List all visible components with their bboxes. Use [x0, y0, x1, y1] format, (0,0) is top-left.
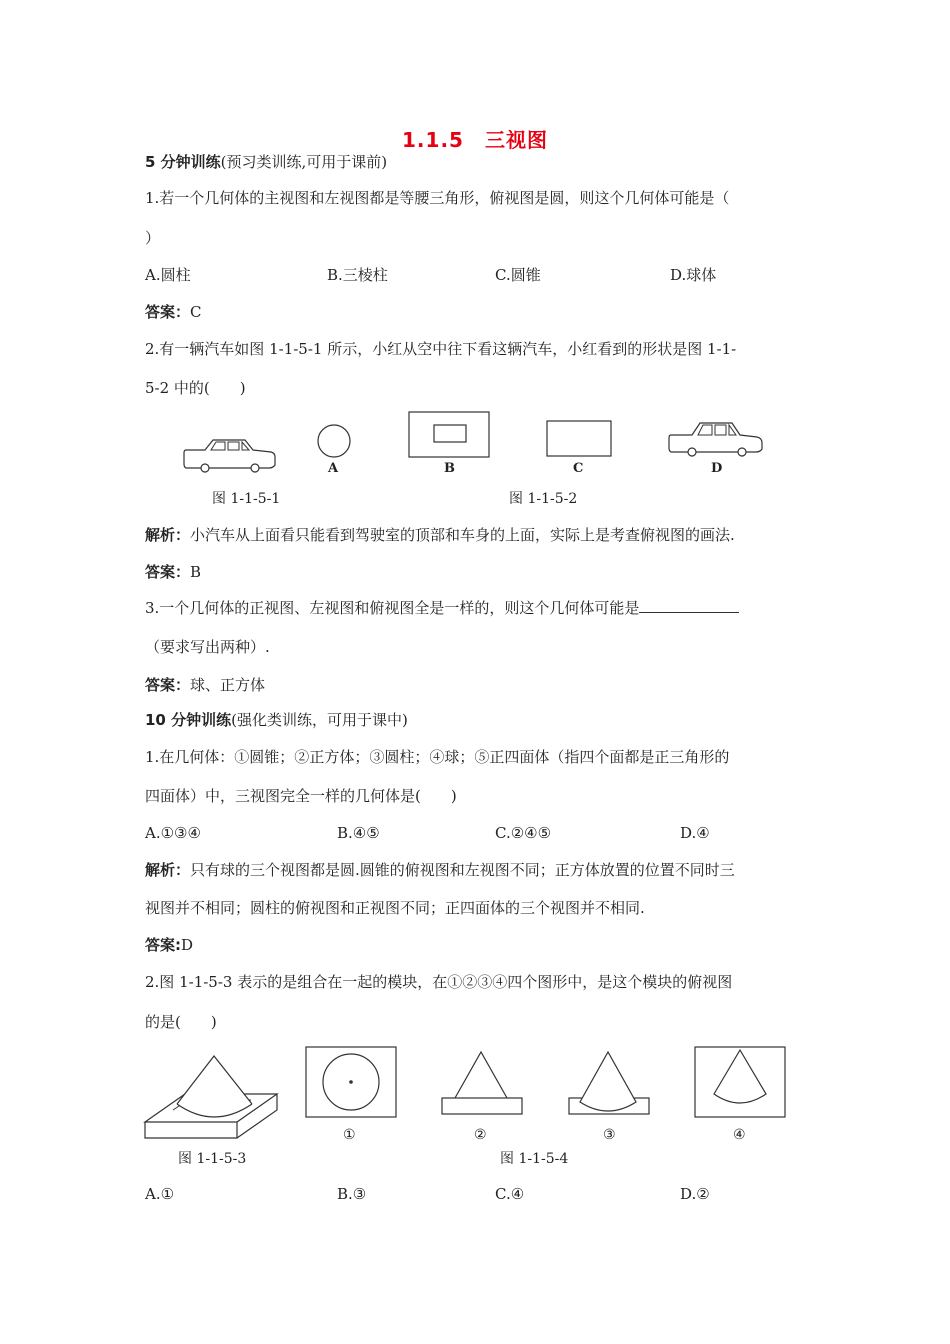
fig-label-d: D — [711, 461, 723, 476]
answer-value: 球、正方体 — [190, 676, 266, 694]
q2-answer — [145, 562, 201, 582]
option-a-circle-figure — [316, 423, 352, 459]
answer-value: C — [190, 303, 202, 321]
q5-stem-line1: 2.图 1-1-5-3 表示的是组合在一起的模块，在①②③④四个图形中，是这个模块的俯视图 — [145, 973, 733, 991]
option-4-figure — [694, 1046, 786, 1118]
q4-stem-line2: 四面体）中，三视图完全一样的几何体是( ) — [145, 787, 457, 805]
caption-fig-1-1-5-3: 图 1-1-5-3 — [178, 1151, 247, 1167]
analysis-label: 解析： — [145, 861, 191, 879]
section-note: (预习类训练,可用于课前) — [220, 153, 388, 171]
q5-option-c: C.④ — [495, 1185, 525, 1203]
q4-option-a: A.①③④ — [145, 824, 201, 842]
q1-answer — [145, 302, 202, 322]
section-heading-2 — [145, 710, 408, 730]
q2-analysis — [145, 525, 735, 545]
section-label: 10 分钟训练 — [145, 711, 232, 729]
answer-label: 答案： — [145, 563, 191, 581]
q5-option-a: A.① — [145, 1185, 175, 1203]
q4-option-b: B.④⑤ — [337, 824, 380, 842]
fig-label-b: B — [444, 461, 455, 476]
option-2-figure — [441, 1050, 523, 1116]
option-d-car-figure — [668, 417, 764, 462]
car-side-figure — [183, 430, 278, 475]
q4-answer — [145, 935, 193, 955]
q4-option-c: C.②④⑤ — [495, 824, 552, 842]
answer-value: D — [181, 936, 194, 954]
fig-label-a: A — [328, 461, 339, 476]
cone-on-slab-figure — [143, 1052, 279, 1142]
q4-option-d: D.④ — [680, 824, 710, 842]
option-b-rect-figure — [408, 411, 490, 458]
q1-stem-line1: 1.若一个几何体的主视图和左视图都是等腰三角形，俯视图是圆，则这个几何体可能是（ — [145, 189, 730, 207]
section-label: 5 分钟训练 — [145, 153, 221, 171]
q3-stem-line2: （要求写出两种）. — [145, 638, 270, 656]
q2-stem-line2: 5-2 中的( ) — [145, 379, 246, 397]
q5-stem-line2: 的是( ) — [145, 1013, 217, 1031]
q1-option-b: B.三棱柱 — [327, 266, 388, 284]
caption-fig-1-1-5-4: 图 1-1-5-4 — [500, 1151, 569, 1167]
q5-option-d: D.② — [680, 1185, 710, 1203]
analysis-label: 解析： — [145, 526, 191, 544]
answer-value: B — [190, 563, 202, 581]
analysis-text: 只有球的三个视图都是圆.圆锥的俯视图和左视图不同；正方体放置的位置不同时三 — [190, 861, 735, 879]
section-heading-1 — [145, 152, 387, 172]
q5-option-b: B.③ — [337, 1185, 367, 1203]
fig-label-1: ① — [343, 1127, 356, 1143]
answer-blank — [639, 598, 739, 613]
q1-option-c: C.圆锥 — [495, 266, 541, 284]
fig-label-c: C — [573, 461, 584, 476]
q1-option-d: D.球体 — [670, 266, 717, 284]
option-3-figure — [568, 1050, 650, 1116]
analysis-text: 小汽车从上面看只能看到驾驶室的顶部和车身的上面，实际上是考查俯视图的画法. — [190, 526, 735, 544]
caption-fig-1-1-5-1: 图 1-1-5-1 — [212, 491, 281, 507]
answer-label: 答案： — [145, 303, 191, 321]
answer-label: 答案: — [145, 936, 181, 954]
q2-stem-line1: 2.有一辆汽车如图 1-1-5-1 所示，小红从空中往下看这辆汽车，小红看到的形状是图 1-1- — [145, 340, 737, 358]
fig-label-3: ③ — [603, 1127, 616, 1143]
q3-stem-text: 3.一个几何体的正视图、左视图和俯视图全是一样的，则这个几何体可能是 — [145, 599, 640, 617]
q3-stem-line1 — [145, 598, 739, 618]
q4-analysis-line1 — [145, 860, 735, 880]
q4-analysis-line2: 视图并不相同；圆柱的俯视图和正视图不同；正四面体的三个视图并不相同. — [145, 899, 645, 917]
fig-label-2: ② — [474, 1127, 487, 1143]
option-c-rect-figure — [546, 420, 612, 458]
answer-label: 答案： — [145, 676, 191, 694]
q1-option-a: A.圆柱 — [145, 266, 191, 284]
option-1-figure — [305, 1046, 397, 1118]
q4-stem-line1: 1.在几何体：①圆锥；②正方体；③圆柱；④球；⑤正四面体（指四个面都是正三角形的 — [145, 748, 730, 766]
fig-label-4: ④ — [733, 1127, 746, 1143]
page-title: 1.1.5 三视图 — [402, 128, 548, 152]
section-note: (强化类训练，可用于课中) — [231, 711, 408, 729]
q3-answer — [145, 675, 265, 695]
caption-fig-1-1-5-2: 图 1-1-5-2 — [509, 491, 578, 507]
q1-stem-line2: ） — [145, 229, 161, 247]
